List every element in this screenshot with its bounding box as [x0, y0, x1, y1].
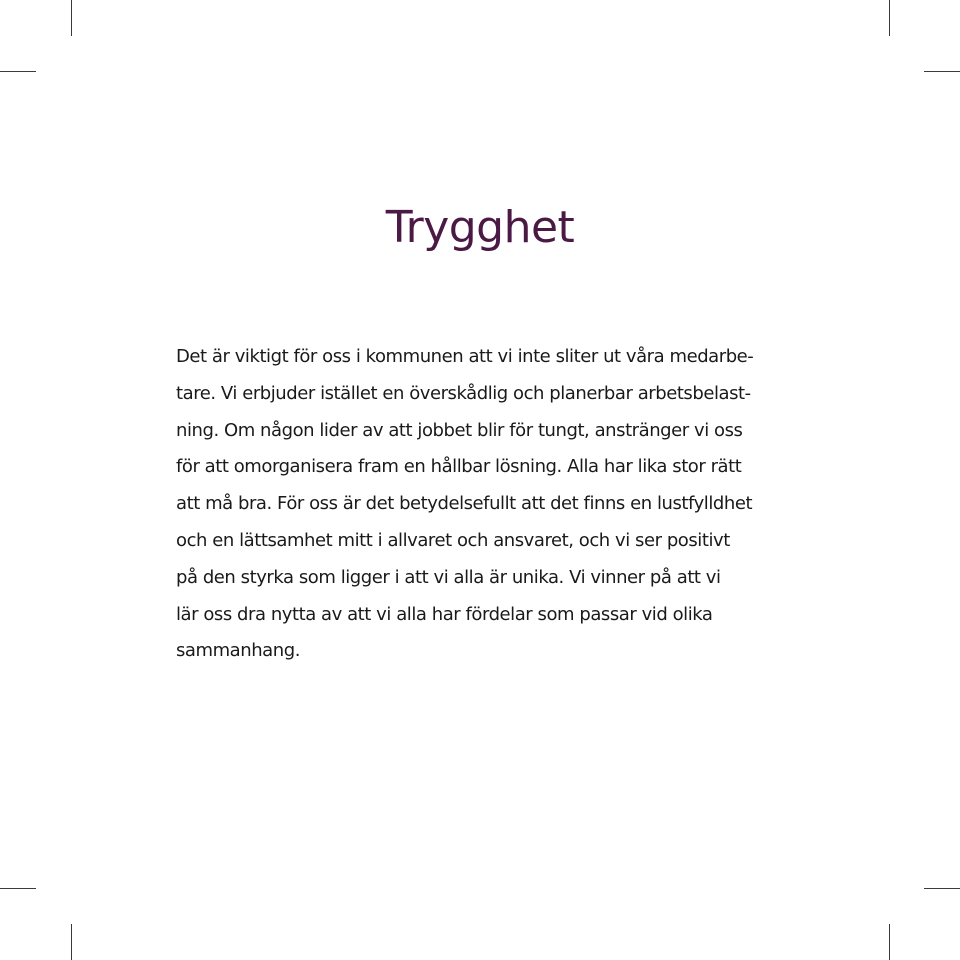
body-paragraph	[176, 339, 816, 670]
page-title: Trygghet	[385, 202, 575, 253]
paragraph-line: att må bra. För oss är det betydelsefullt att det finns en lustfylldhet	[176, 493, 753, 515]
paragraph-line: lär oss dra nytta av att vi alla har fördelar som passar vid olika	[176, 603, 713, 625]
paragraph-line: på den styrka som ligger i att vi alla är unika. Vi vinner på att vi	[176, 566, 721, 588]
crop-mark-bottom-right-horizontal	[924, 888, 960, 889]
crop-mark-bottom-right-vertical	[889, 924, 890, 960]
paragraph-line: ning. Om någon lider av att jobbet blir för tungt, anstränger vi oss	[176, 419, 743, 441]
crop-mark-top-left-vertical	[71, 0, 72, 36]
crop-mark-top-right-horizontal	[924, 71, 960, 72]
paragraph-line: för att omorganisera fram en hållbar lösning. Alla har lika stor rätt	[176, 456, 742, 478]
paragraph-line: tare. Vi erbjuder istället en överskådlig och planerbar arbetsbelast-	[176, 382, 751, 404]
paragraph-line: sammanhang.	[176, 640, 300, 662]
crop-mark-top-left-horizontal	[0, 71, 36, 72]
paragraph-line: och en lättsamhet mitt i allvaret och ansvaret, och vi ser positivt	[176, 529, 730, 551]
paragraph-line: Det är viktigt för oss i kommunen att vi inte sliter ut våra medarbe-	[176, 346, 754, 367]
crop-mark-top-right-vertical	[889, 0, 890, 36]
crop-mark-bottom-left-vertical	[71, 924, 72, 960]
crop-mark-bottom-left-horizontal	[0, 888, 36, 889]
